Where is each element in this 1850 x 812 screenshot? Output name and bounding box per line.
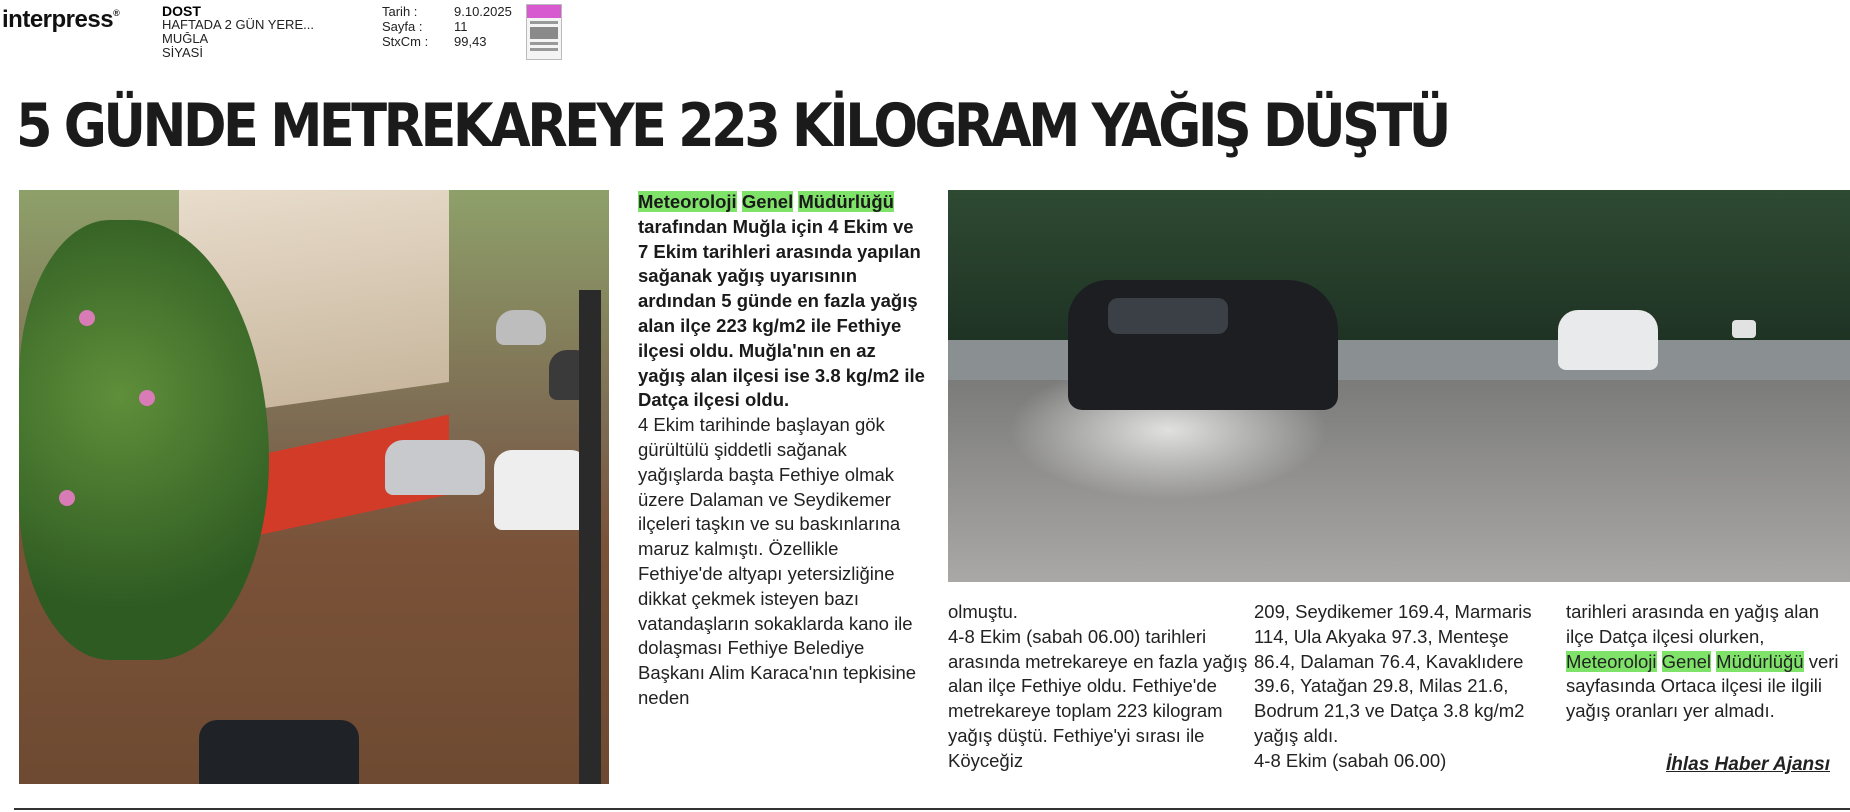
- photo-dark-suv: [1068, 280, 1338, 410]
- photo-car: [385, 440, 485, 495]
- interpress-logo: [2, 6, 119, 34]
- body-text: veri sayfasında Ortaca ilçesi ile ilgili yağış oranları yer almadı.: [1566, 650, 1839, 722]
- logo-registered-mark: ®: [113, 8, 120, 18]
- photo-car: [496, 310, 546, 345]
- thumbnail-image: [530, 27, 558, 39]
- article-headline: 5 GÜNDE METREKAREYE 223 KİLOGRAM YAĞIŞ DÜŞTÜ: [16, 91, 1448, 161]
- highlight-keyword: Müdürlüğü: [798, 191, 894, 212]
- car-splash-photo: [948, 190, 1850, 582]
- clipping-info: [382, 4, 512, 49]
- photo-flower: [59, 490, 75, 506]
- news-agency-credit: İhlas Haber Ajansı: [1665, 754, 1830, 775]
- body-paragraph: 4-8 Ekim (sabah 06.00) tarihleri arasında metrekareye en fazla yağış alan ilçe Fethiye oldu. Fethiye'de metrekareye toplam 223 kilogram yağış düştü. Fethiye'yi sırası ile Köyceğiz: [948, 625, 1248, 771]
- body-paragraph: 4-8 Ekim (sabah 06.00): [1254, 749, 1447, 771]
- thumbnail-line: [530, 48, 558, 51]
- photo-white-car: [1558, 310, 1658, 370]
- publication-region: MUĞLA: [162, 32, 209, 46]
- photo-windshield: [1108, 298, 1228, 334]
- article-lead: [638, 190, 928, 413]
- thumbnail-masthead: [527, 5, 561, 18]
- article-column-4: [1566, 600, 1846, 724]
- body-text: tarihleri arasında en yağış alan ilçe Datça ilçesi olurken,: [1566, 601, 1819, 647]
- logo-text: interpress: [2, 6, 114, 33]
- stxcm-label: StxCm :: [382, 34, 429, 49]
- article-column-3: [1254, 600, 1554, 774]
- publication-frequency: HAFTADA 2 GÜN YERE...: [162, 18, 314, 32]
- bottom-divider: [14, 808, 1850, 810]
- body-paragraph: 4 Ekim tarihinde başlayan gök gürültülü şiddetli sağanak yağışlarda başta Fethiye olmak üzere Dalaman ve Seydikemer ilçeleri taşkın ve su baskınlarına maruz kalmıştı. Özellikle Fethiye'de altyapı yetersizliğine dikkat çekmek isteyen bazı vatandaşların sokaklarda kano ile dolaşması Fethiye Belediye Başkanı Alim Karaca'nın tepkisine neden: [638, 414, 917, 708]
- photo-car: [494, 450, 589, 530]
- thumbnail-line: [530, 42, 558, 45]
- photo-pole: [579, 290, 601, 784]
- stxcm-value: 99,43: [454, 34, 487, 49]
- date-label: Tarih :: [382, 4, 418, 19]
- stxcm-row: [382, 34, 512, 49]
- highlight-keyword: Genel: [741, 191, 794, 212]
- photo-flower: [79, 310, 95, 326]
- publication-name: DOST: [162, 4, 201, 18]
- thumbnail-line: [530, 21, 558, 24]
- photo-flower: [139, 390, 155, 406]
- highlight-keyword: Meteoroloji: [1566, 650, 1657, 672]
- date-row: [382, 4, 512, 19]
- photo-distant-car: [1732, 320, 1756, 338]
- body-paragraph: 209, Seydikemer 169.4, Marmaris 114, Ula Akyaka 97.3, Menteşe 86.4, Dalaman 76.4, Kavaklıdere 39.6, Yatağan 29.8, Milas 21.6, Bodrum 21,3 ve Datça 3.8 kg/m2 yağış aldı.: [1254, 601, 1532, 746]
- body-paragraph: [1566, 600, 1846, 724]
- photo-car: [199, 720, 359, 784]
- highlight-keyword: Müdürlüğü: [1716, 650, 1804, 672]
- flooded-street-photo: [19, 190, 609, 784]
- highlight-keyword: Meteoroloji: [638, 191, 737, 212]
- publication-info: [162, 4, 342, 60]
- page-row: [382, 19, 512, 34]
- article-column-2: [948, 600, 1248, 774]
- page-label: Sayfa :: [382, 19, 423, 34]
- page-thumbnail[interactable]: [526, 4, 562, 60]
- highlight-keyword: Genel: [1661, 650, 1712, 672]
- page-value: 11: [454, 19, 468, 34]
- date-value: 9.10.2025: [454, 4, 512, 19]
- body-paragraph: olmuştu.: [948, 601, 1018, 622]
- article-column-1: [638, 190, 928, 711]
- lead-text: tarafından Muğla için 4 Ekim ve 7 Ekim tarihleri arasında yapılan sağanak yağış uyarısının ardından 5 günde en fazla yağış alan ilçe 223 kg/m2 ile Fethiye ilçesi oldu. Muğla'nın en az yağış alan ilçesi ise 3.8 kg/m2 ile Datça ilçesi oldu.: [638, 215, 925, 411]
- publication-category: SİYASİ: [162, 46, 203, 60]
